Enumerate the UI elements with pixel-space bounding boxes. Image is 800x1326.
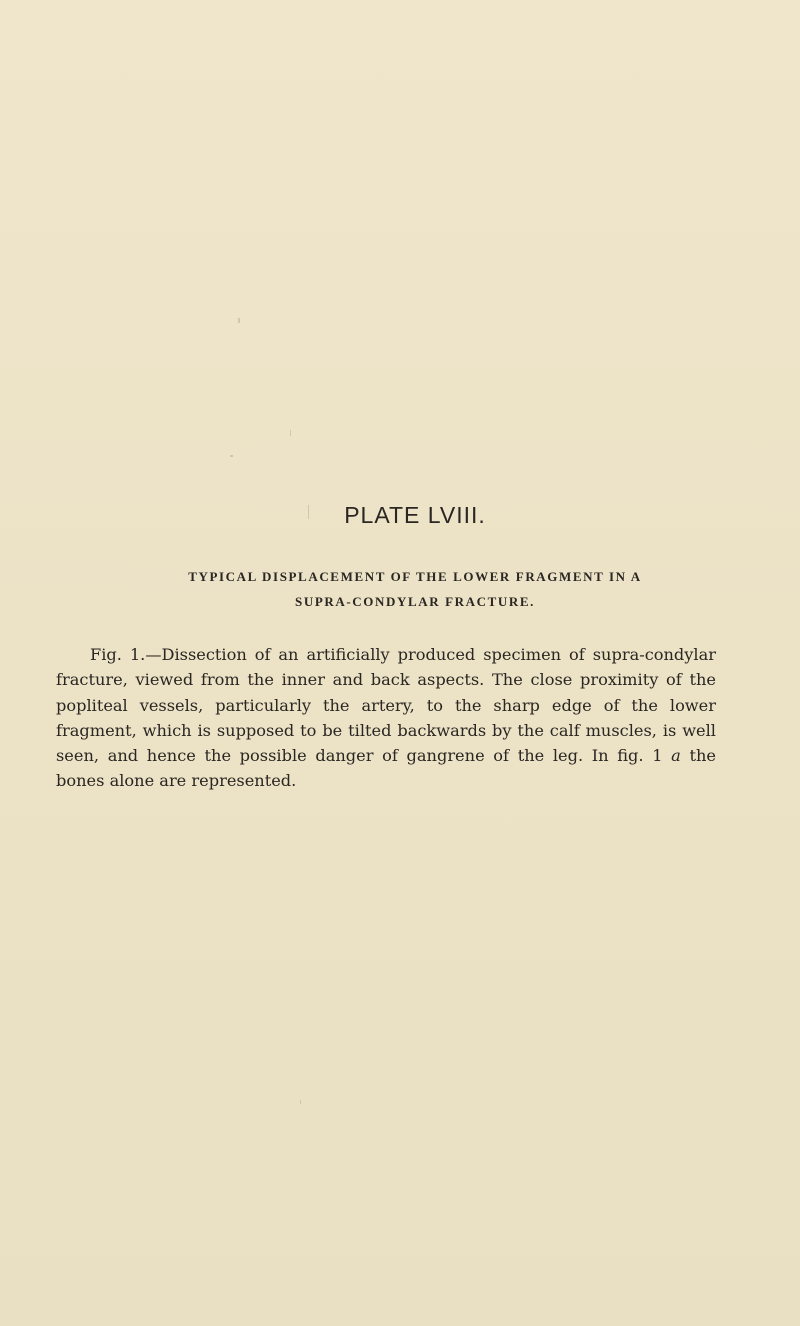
paper-speck <box>300 1100 301 1104</box>
plate-title: PLATE LVIII. <box>344 502 486 528</box>
plate-heading <box>0 564 800 614</box>
heading-line-1: TYPICAL DISPLACEMENT OF THE LOWER FRAGMENT IN A <box>188 569 642 584</box>
caption-text: Fig. 1.—Dissection of an artificially produced specimen of supra-condylar fracture, viewed from the inner and back aspects. The close proximity of the popliteal vessels, particularly the artery, to the sharp edge of the lower fragment, which is supposed to be tilted backwards by the calf muscles, is well seen, and hence the possible danger of gangrene of the leg. In fig. 1 <box>56 645 716 765</box>
paper-speck <box>238 318 240 323</box>
heading-line-2: SUPRA-CONDYLAR FRACTURE. <box>295 594 535 609</box>
paper-speck <box>230 455 233 457</box>
caption-italic-letter: a <box>671 746 681 765</box>
figure-caption <box>56 642 716 793</box>
caption-text-end: the bones alone are represented. <box>56 746 716 791</box>
paper-speck <box>290 430 291 436</box>
